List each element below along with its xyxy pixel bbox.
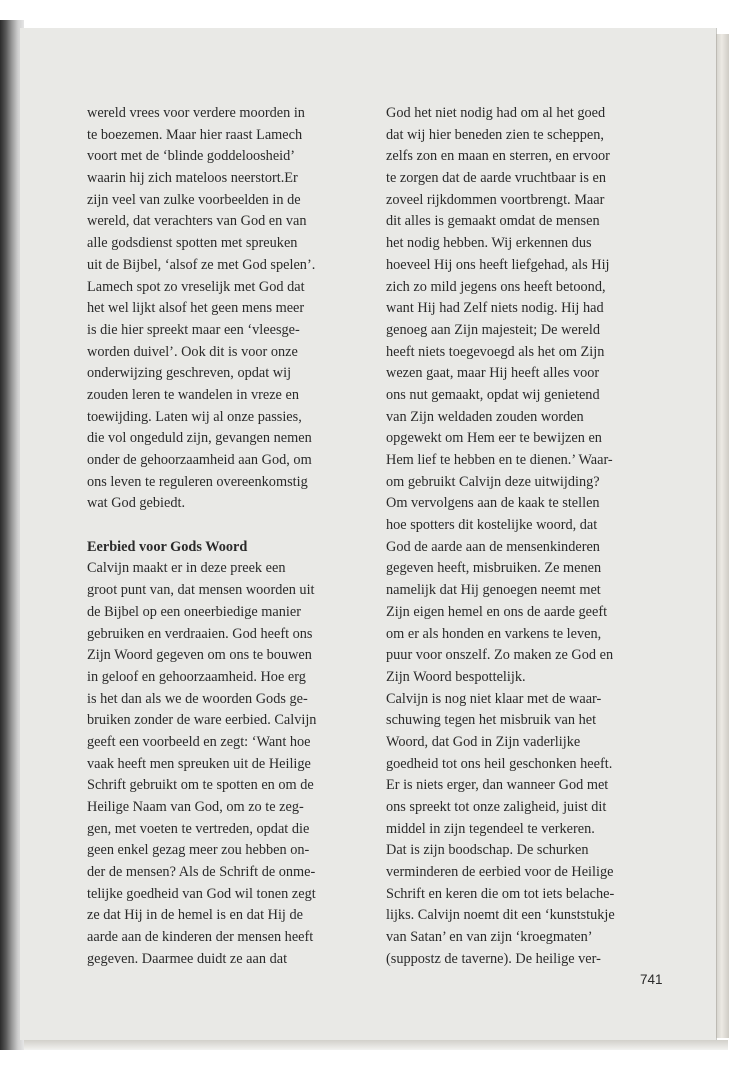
text-line: wat God gebiedt.	[87, 495, 186, 512]
text-line: om gebruikt Calvijn deze uitwijding?	[386, 473, 600, 490]
section-heading: Eerbied voor Gods Woord	[87, 538, 248, 555]
page-edge	[716, 34, 729, 1038]
text-line: zich zo mild jegens ons heeft betoond,	[386, 278, 606, 295]
text-line: zoveel rijkdommen voortbrengt. Maar	[386, 191, 605, 208]
text-line: wereld vrees voor verdere moorden in	[87, 105, 305, 121]
text-line: Er is niets erger, dan wanneer God met	[386, 777, 609, 794]
text-line: het nodig hebben. Wij erkennen dus	[386, 235, 592, 252]
text-line: vaak heeft men spreuken uit de Heilige	[87, 755, 311, 772]
text-line: is het dan als we de woorden Gods ge-	[87, 690, 308, 707]
text-line: God het niet nodig had om al het goed	[386, 105, 606, 121]
text-line: namelijk dat Hij genoegen neemt met	[386, 582, 601, 599]
text-line: heeft niets toegevoegd als het om Zijn	[386, 343, 605, 360]
left-column	[87, 103, 397, 971]
text-line: gen, met voeten te vertreden, opdat die	[87, 820, 310, 837]
text-line: lijks. Calvijn noemt dit een ‘kunststukje	[386, 907, 615, 924]
text-line: die vol ongeduld zijn, gevangen nemen	[87, 430, 312, 447]
paragraph-gap	[87, 515, 397, 537]
text-line: goedheid tot ons heil geschonken heeft.	[386, 755, 613, 772]
text-line: schuwing tegen het misbruik van het	[386, 712, 597, 729]
text-line: opgewekt om Hem eer te bewijzen en	[386, 430, 602, 447]
text-line: van Satan’ en van zijn ‘kroegmaten’	[386, 929, 593, 946]
text-line: voort met de ‘blinde goddeloosheid’	[87, 148, 296, 165]
text-line: zelfs zon en maan en sterren, en ervoor	[386, 148, 610, 165]
text-line: Zijn Woord gegeven om ons te bouwen	[87, 647, 312, 664]
text-line: in geloof en gehoorzaamheid. Hoe erg	[87, 668, 306, 685]
text-line: aarde aan de kinderen der mensen heeft	[87, 929, 314, 946]
page-bottom-edge	[24, 1040, 728, 1050]
text-line: ons spreekt tot onze zaligheid, juist dit	[386, 799, 607, 815]
text-line: verminderen de eerbied voor de Heilige	[386, 864, 614, 881]
text-line: puur voor onszelf. Zo maken ze God en	[386, 647, 614, 664]
text-line: Schrift en keren die om tot iets belache-	[386, 885, 615, 902]
text-line: worden duivel’. Ook dit is voor onze	[87, 343, 298, 360]
text-line: zijn veel van zulke voorbeelden in de	[87, 191, 301, 208]
text-line: ons leven te reguleren overeenkomstig	[87, 473, 308, 490]
text-line: middel in zijn tegendeel te verkeren.	[386, 820, 595, 837]
text-line: der de mensen? Als de Schrift de onme-	[87, 864, 316, 881]
text-line: Lamech spot zo vreselijk met God dat	[87, 278, 305, 295]
text-line: om er als honden en varkens te leven,	[386, 625, 602, 642]
text-line: de Bijbel op een oneerbiedige manier	[87, 603, 301, 620]
text-line: telijke goedheid van God wil tonen zegt	[87, 885, 316, 902]
text-line: hoeveel Hij ons heeft liefgehad, als Hij	[386, 256, 610, 273]
text-line: God de aarde aan de mensenkinderen	[386, 538, 600, 555]
text-line: ze dat Hij in de hemel is en dat Hij de	[87, 907, 303, 924]
text-line: geen enkel gezag meer zou hebben on-	[87, 842, 310, 859]
text-line: want Hij had Zelf niets nodig. Hij had	[386, 300, 604, 317]
text-line: bruiken zonder de ware eerbied. Calvijn	[87, 712, 317, 729]
text-line: is die hier spreekt maar een ‘vleesge-	[87, 321, 300, 338]
text-line: wereld, dat verachters van God en van	[87, 213, 307, 230]
text-line: alle godsdienst spotten met spreuken	[87, 235, 298, 252]
text-line: uit de Bijbel, ‘alsof ze met God spelen’.	[87, 256, 316, 273]
text-line: gegeven heeft, misbruiken. Ze menen	[386, 560, 602, 577]
text-line: toewijding. Laten wij al onze passies,	[87, 408, 302, 425]
text-line: Zijn eigen hemel en ons de aarde geeft	[386, 603, 608, 620]
text-line: gegeven. Daarmee duidt ze aan dat	[87, 950, 288, 967]
text-line: Calvijn is nog niet klaar met de waar-	[386, 690, 602, 707]
text-line: wezen gaat, maar Hij heeft alles voor	[386, 365, 600, 382]
text-line: waarin hij zich mateloos neerstort.Er	[87, 170, 298, 187]
text-line: Heilige Naam van God, om zo te zeg-	[87, 799, 304, 815]
text-line: hoe spotters dit kostelijke woord, dat	[386, 517, 598, 534]
text-line: Dat is zijn boodschap. De schurken	[386, 842, 589, 859]
text-line: Schrift gebruikt om te spotten en om de	[87, 777, 314, 794]
text-line: Woord, dat God in Zijn vaderlijke	[386, 733, 581, 750]
text-line: Calvijn maakt er in deze preek een	[87, 560, 286, 577]
text-line: dat wij hier beneden zien te scheppen,	[386, 126, 604, 143]
text-line: ons nut gemaakt, opdat wij genietend	[386, 386, 600, 403]
text-line: het wel lijkt alsof het geen mens meer	[87, 300, 305, 317]
text-line: te boezemen. Maar hier raast Lamech	[87, 126, 303, 143]
text-line: Zijn Woord bespottelijk.	[386, 668, 526, 685]
right-column	[386, 103, 696, 971]
text-line: groot punt van, dat mensen woorden uit	[87, 582, 315, 599]
text-line: onderwijzing geschreven, opdat wij	[87, 365, 292, 382]
text-line: geeft een voorbeeld en zegt: ‘Want hoe	[87, 733, 311, 750]
text-line: Hem lief te hebben en te dienen.’ Waar-	[386, 452, 613, 468]
text-line: te zorgen dat de aarde vruchtbaar is en	[386, 170, 607, 187]
text-line: (suppostz de taverne). De heilige ver-	[386, 950, 601, 967]
text-line: Om vervolgens aan de kaak te stellen	[386, 495, 600, 512]
text-line: zouden leren te wandelen in vreze en	[87, 386, 299, 403]
text-line: dit alles is gemaakt omdat de mensen	[386, 213, 600, 230]
page-number: 741	[640, 972, 663, 987]
text-line: genoeg aan Zijn majesteit; De wereld	[386, 321, 600, 338]
text-line: onder de gehoorzaamheid aan God, om	[87, 452, 312, 468]
text-line: gebruiken en verdraaien. God heeft ons	[87, 625, 313, 642]
text-line: van Zijn weldaden zouden worden	[386, 408, 584, 425]
